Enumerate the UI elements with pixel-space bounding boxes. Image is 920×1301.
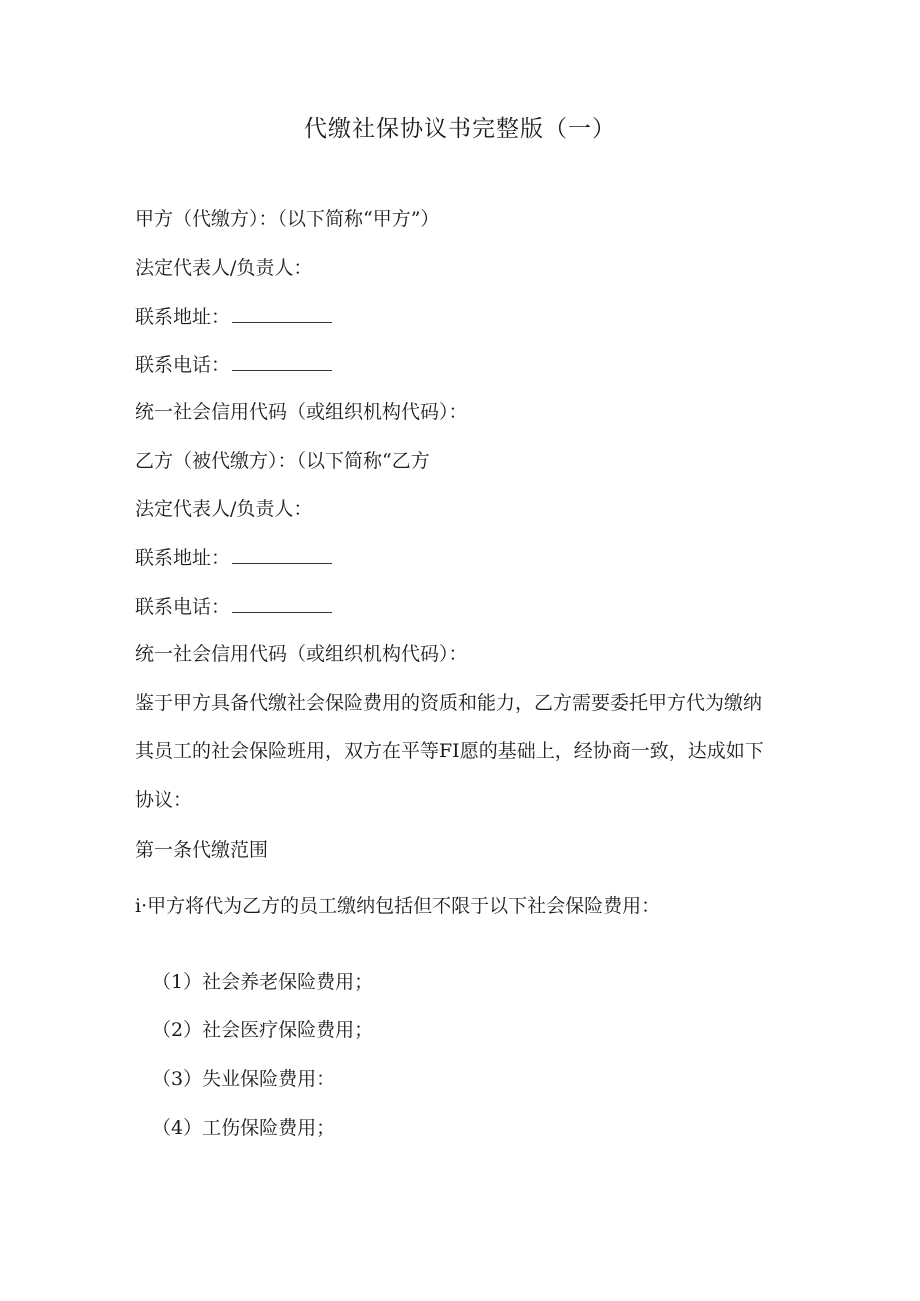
party-a-phone-label: 联系电话： bbox=[135, 354, 231, 376]
party-b-address-blank bbox=[232, 543, 332, 564]
list-item: （4）工伤保险费用； bbox=[152, 1117, 336, 1139]
party-a-address-label: 联系地址： bbox=[135, 306, 231, 328]
party-a-name: 甲方（代缴方）：（以下简称“甲方”） bbox=[135, 208, 440, 230]
preamble-line-2: 其员工的社会保险班用，双方在平等FI愿的基础上，经协商一致，达成如下 bbox=[135, 740, 764, 762]
party-a-address bbox=[135, 302, 332, 331]
party-b-phone-blank bbox=[232, 592, 332, 613]
party-b-phone-label: 联系电话： bbox=[135, 596, 231, 618]
party-b-name: 乙方（被代缴方）：（以下简称“乙方 bbox=[135, 450, 430, 472]
party-b-credit-code: 统一社会信用代码（或组织机构代码）： bbox=[135, 643, 468, 665]
party-a-phone-blank bbox=[232, 350, 332, 371]
preamble-line-1: 鉴于甲方具备代缴社会保险费用的资质和能力，乙方需要委托甲方代为缴纳 bbox=[135, 692, 763, 714]
party-a-representative: 法定代表人/负责人： bbox=[135, 257, 313, 279]
party-b-address bbox=[135, 543, 332, 572]
preamble-line-3: 协议： bbox=[135, 789, 193, 811]
article-1-clause: i·甲方将代为乙方的员工缴纳包括但不限于以下社会保险费用： bbox=[135, 895, 661, 917]
list-item: （2）社会医疗保险费用； bbox=[152, 1019, 374, 1041]
party-a-address-blank bbox=[232, 302, 332, 323]
article-1-heading: 第一条代缴范围 bbox=[135, 839, 269, 861]
list-item: （3）失业保险费用： bbox=[152, 1068, 336, 1090]
party-b-representative: 法定代表人/负责人： bbox=[135, 498, 313, 520]
party-a-phone bbox=[135, 350, 332, 379]
party-b-phone bbox=[135, 592, 332, 621]
document-title: 代缴社保协议书完整版（一） bbox=[304, 116, 616, 142]
party-b-address-label: 联系地址： bbox=[135, 547, 231, 569]
list-item: （1）社会养老保险费用； bbox=[152, 971, 374, 993]
party-a-credit-code: 统一社会信用代码（或组织机构代码）： bbox=[135, 401, 468, 423]
